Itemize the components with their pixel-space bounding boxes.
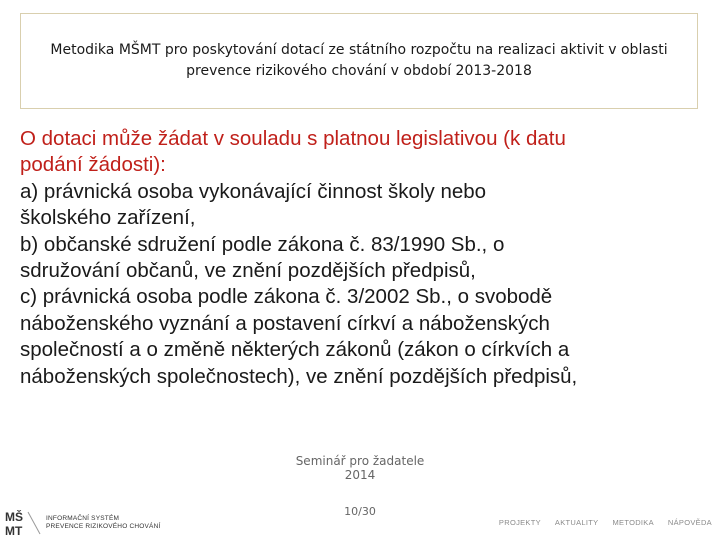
logo-mark-bottom: MT [5, 524, 23, 538]
logo-line-2: PREVENCE RIZIKOVÉHO CHOVÁNÍ [46, 523, 161, 530]
intro-line-1: O dotaci může žádat v souladu s platnou legislativou (k datu [20, 127, 566, 150]
list-line-8: náboženských společnostech), ve znění pozdějších předpisů, [20, 364, 578, 388]
page-number: 10/30 [344, 505, 376, 518]
nav-item-projekty[interactable]: PROJEKTY [498, 518, 541, 527]
slide-body [20, 126, 710, 390]
msmt-logo-icon [4, 508, 42, 538]
list-line-3: b) občanské sdružení podle zákona č. 83/1990 Sb., o [20, 232, 505, 256]
logo [4, 508, 160, 538]
header-box [20, 13, 698, 109]
nav-item-aktuality[interactable]: AKTUALITY [554, 518, 599, 527]
logo-text [46, 515, 160, 531]
slide-title-line-1: Metodika MŠMT pro poskytování dotací ze státního rozpočtu na realizaci aktivit v oblasti [50, 42, 668, 58]
footer-seminar [0, 454, 720, 482]
slide-title-line-2: prevence rizikového chování v období 2013-2018 [186, 63, 532, 79]
nav-item-napoveda[interactable]: NÁPOVĚDA [667, 518, 712, 527]
logo-line-1: INFORMAČNÍ SYSTÉM [46, 515, 120, 522]
slide-title [50, 40, 667, 82]
list-line-2: školského zařízení, [20, 206, 196, 230]
list-line-7: společností a o změně některých zákonů (zákon o církvích a [20, 338, 570, 362]
seminar-label: Seminář pro žadatele [295, 454, 425, 468]
intro-line-2: podání žádosti): [20, 153, 166, 177]
seminar-year: 2014 [344, 468, 376, 482]
logo-mark-top: MŠ [5, 510, 23, 524]
footer-nav [499, 518, 712, 527]
nav-item-metodika[interactable]: METODIKA [612, 518, 654, 527]
list-line-1: a) právnická osoba vykonávající činnost školy nebo [20, 179, 487, 203]
list-line-6: náboženského vyznání a postavení církví a náboženských [20, 311, 550, 335]
list-line-5: c) právnická osoba podle zákona č. 3/2002 Sb., o svobodě [20, 285, 553, 309]
list-line-4: sdružování občanů, ve znění pozdějších předpisů, [20, 259, 476, 283]
